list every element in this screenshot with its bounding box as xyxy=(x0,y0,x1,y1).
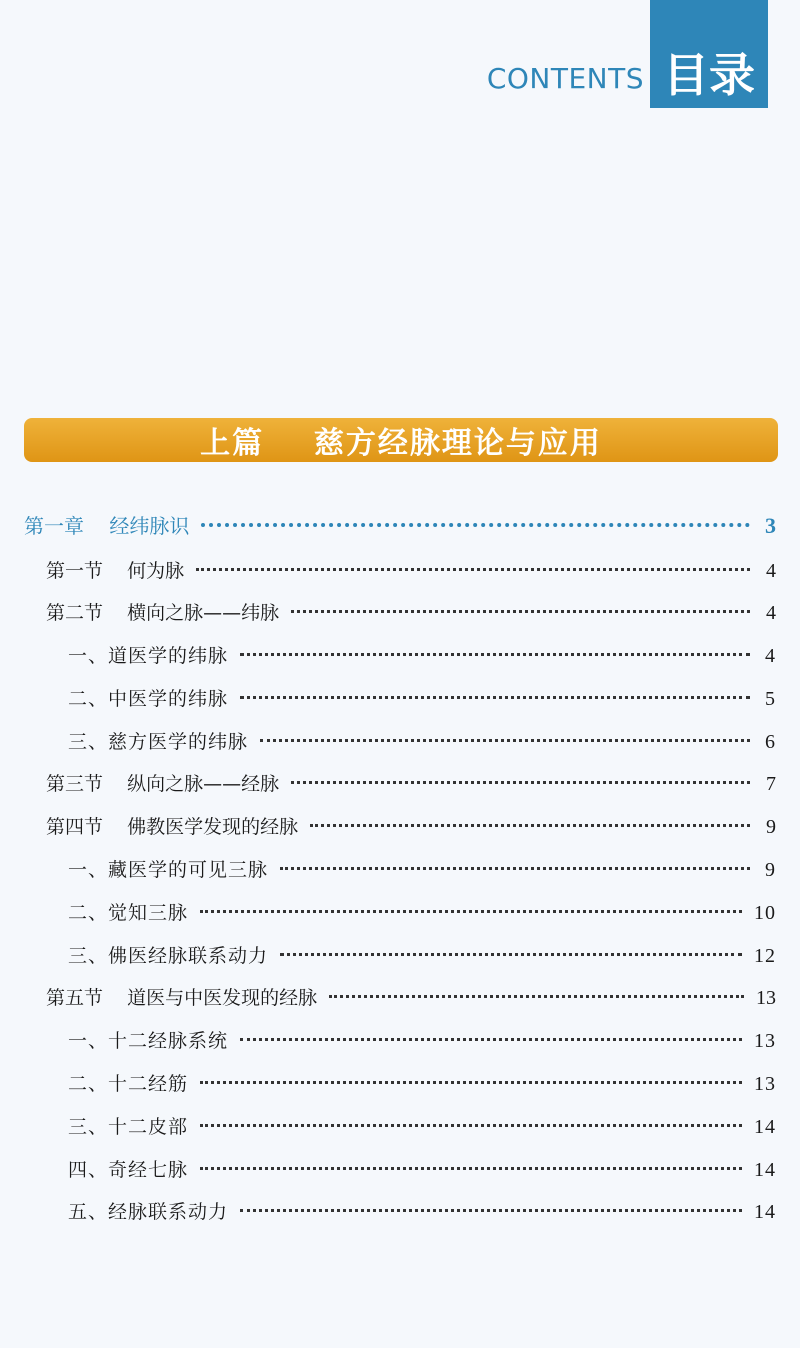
toc-entry-page: 9 xyxy=(765,859,776,881)
leader-dots xyxy=(200,1081,742,1084)
leader-dots xyxy=(260,739,750,742)
toc-entry-subsection[interactable] xyxy=(68,641,776,668)
toc-entry-page: 9 xyxy=(766,816,776,838)
toc-entry-subsection[interactable] xyxy=(68,1069,776,1096)
leader-dots xyxy=(310,824,750,827)
toc-entry-subsection[interactable] xyxy=(68,1155,776,1182)
toc-entry-label: 第三节 纵向之脉——经脉 xyxy=(46,773,280,795)
toc-entry-page: 10 xyxy=(754,902,776,924)
leader-dots xyxy=(200,1167,742,1170)
leader-dots xyxy=(200,1124,742,1127)
toc-entry-page: 5 xyxy=(765,688,776,710)
toc-entry-label: 第一章 经纬脉识 xyxy=(24,514,190,538)
toc-entry-page: 4 xyxy=(766,602,776,624)
toc-entry-page: 13 xyxy=(754,1073,776,1095)
toc-entry-page: 7 xyxy=(766,773,776,795)
leader-dots xyxy=(280,953,742,956)
toc-entry-section[interactable] xyxy=(46,812,776,839)
leader-dots xyxy=(329,995,744,998)
toc-entry-label: 第二节 横向之脉——纬脉 xyxy=(46,602,280,624)
leader-dots xyxy=(291,781,750,784)
contents-heading-en: CONTENTS xyxy=(486,62,644,95)
leader-dots xyxy=(240,653,750,656)
toc-entry-subsection[interactable] xyxy=(68,727,776,754)
toc-entry-page: 3 xyxy=(765,513,776,538)
toc-entry-subsection[interactable] xyxy=(68,855,776,882)
leader-dots xyxy=(196,568,750,571)
toc-entry-label: 三、佛医经脉联系动力 xyxy=(68,945,269,967)
toc-entry-section[interactable] xyxy=(46,983,776,1010)
leader-dots xyxy=(280,867,750,870)
toc-entry-label: 二、觉知三脉 xyxy=(68,902,189,924)
toc-entry-subsection[interactable] xyxy=(68,1026,776,1053)
toc-entry-page: 13 xyxy=(754,1030,776,1052)
toc-entry-label: 二、中医学的纬脉 xyxy=(68,688,229,710)
contents-title-box xyxy=(650,0,768,108)
toc-entry-page: 12 xyxy=(754,945,776,967)
toc-entry-label: 一、藏医学的可见三脉 xyxy=(68,859,269,881)
toc-entry-page: 14 xyxy=(754,1116,776,1138)
toc-entry-section[interactable] xyxy=(46,769,776,796)
toc-entry-label: 第四节 佛教医学发现的经脉 xyxy=(46,816,299,838)
toc-entry-subsection[interactable] xyxy=(68,941,776,968)
toc-entry-subsection[interactable] xyxy=(68,1112,776,1139)
part-banner xyxy=(24,418,778,462)
leader-dots xyxy=(240,696,750,699)
toc-entry-label: 第五节 道医与中医发现的经脉 xyxy=(46,987,318,1009)
toc-entry-label: 第一节 何为脉 xyxy=(46,560,185,582)
toc-entry-page: 6 xyxy=(765,731,776,753)
page-header xyxy=(0,0,800,108)
toc-entry-section[interactable] xyxy=(46,598,776,625)
leader-dots xyxy=(240,1038,742,1041)
leader-dots xyxy=(240,1209,742,1212)
toc-entry-chapter[interactable] xyxy=(24,510,776,539)
toc-entry-label: 三、十二皮部 xyxy=(68,1116,189,1138)
contents-title-cn: 目录 xyxy=(663,48,755,102)
toc-entry-label: 二、十二经筋 xyxy=(68,1073,189,1095)
toc-entry-section[interactable] xyxy=(46,556,776,583)
toc-entry-label: 一、道医学的纬脉 xyxy=(68,645,229,667)
toc-entry-label: 五、经脉联系动力 xyxy=(68,1201,229,1223)
toc-entry-page: 4 xyxy=(765,645,776,667)
leader-dots xyxy=(201,523,750,527)
leader-dots xyxy=(200,910,742,913)
toc-entry-subsection[interactable] xyxy=(68,1197,776,1224)
leader-dots xyxy=(291,610,750,613)
toc-entry-page: 14 xyxy=(754,1201,776,1223)
toc-entry-label: 四、奇经七脉 xyxy=(68,1159,189,1181)
toc-entry-page: 13 xyxy=(756,987,776,1009)
part-title: 上篇 慈方经脉理论与应用 xyxy=(200,426,602,461)
toc-entry-subsection[interactable] xyxy=(68,898,776,925)
toc-entry-page: 14 xyxy=(754,1159,776,1181)
toc-entry-label: 三、慈方医学的纬脉 xyxy=(68,731,249,753)
toc-entry-label: 一、十二经脉系统 xyxy=(68,1030,229,1052)
toc-entry-subsection[interactable] xyxy=(68,684,776,711)
toc-entry-page: 4 xyxy=(766,560,776,582)
